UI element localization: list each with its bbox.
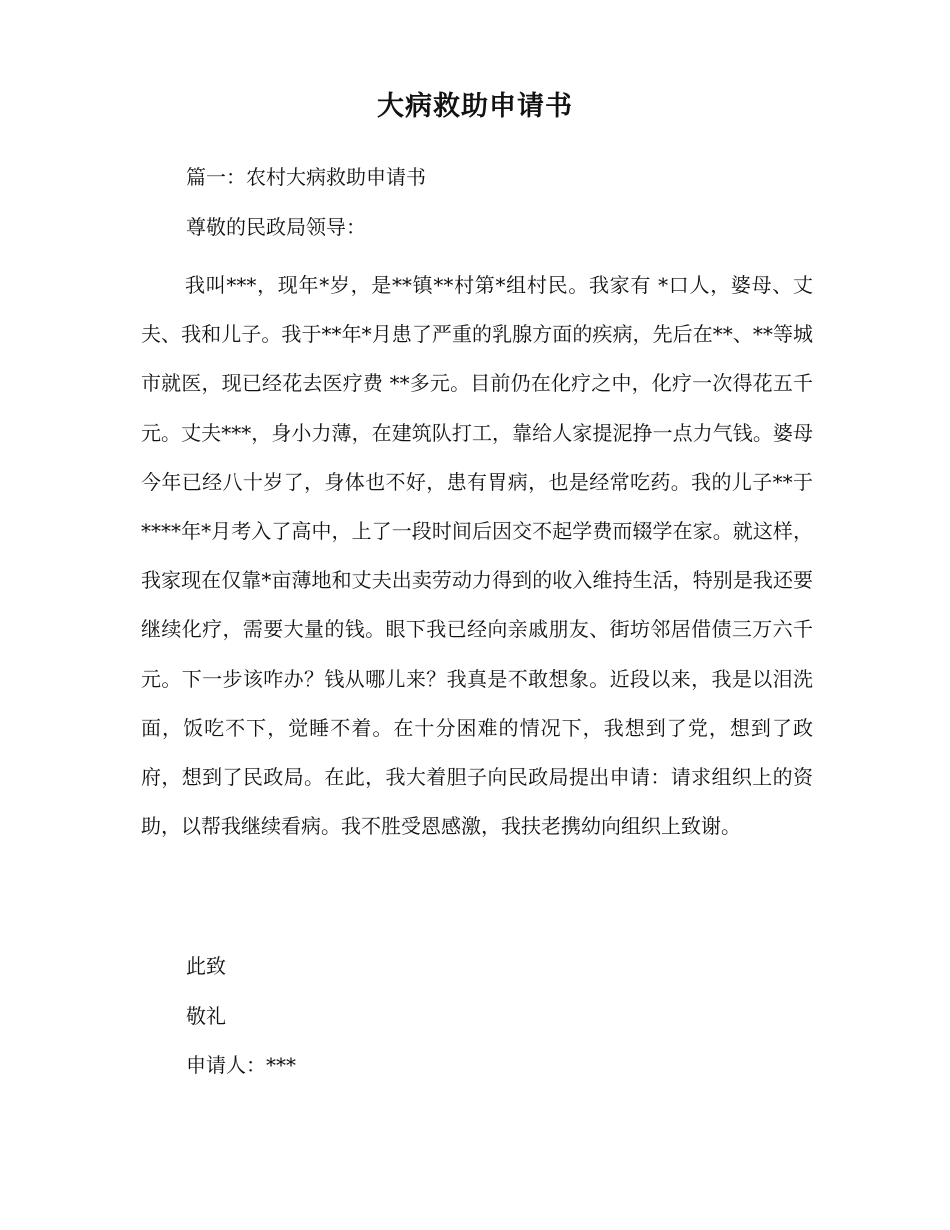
- applicant-signature-line: 申请人：***: [186, 1053, 296, 1077]
- closing-salute: 敬礼: [186, 1004, 226, 1028]
- body-paragraph: 我叫***，现年*岁，是**镇**村第*组村民。我家有 *口人，婆母、丈夫、我和儿子。我于**年*月患了严重的乳腺方面的疾病，先后在**、**等城市就医，现已经花去医疗费 **多元。目前仍在化疗之中，化疗一次得花五千元。丈夫***，身小力薄，在建筑队打工，靠给人家提泥挣一点力气钱。婆母今年已经八十岁了，身体也不好，患有胃病，也是经常吃药。我的儿子**于****年*月考入了高中，上了一段时间后因交不起学费而辍学在家。就这样，我家现在仅靠*亩薄地和丈夫出卖劳动力得到的收入维持生活，特别是我还要继续化疗，需要大量的钱。眼下我已经向亲戚朋友、街坊邻居借债三万六千元。下一步该咋办？钱从哪儿来？我真是不敢想象。近段以来，我是以泪洗面，饭吃不下，觉睡不着。在十分困难的情况下，我想到了党，想到了政府，想到了民政局。在此，我大着胆子向民政局提出申请：请求组织上的资助，以帮我继续看病。我不胜受恩感激，我扶老携幼向组织上致谢。: [141, 273, 813, 839]
- salutation: 尊敬的民政局领导：: [186, 215, 366, 239]
- section-heading: 篇一：农村大病救助申请书: [186, 165, 426, 189]
- closing-greeting: 此致: [186, 954, 226, 978]
- document-title: 大病救助申请书: [377, 91, 573, 122]
